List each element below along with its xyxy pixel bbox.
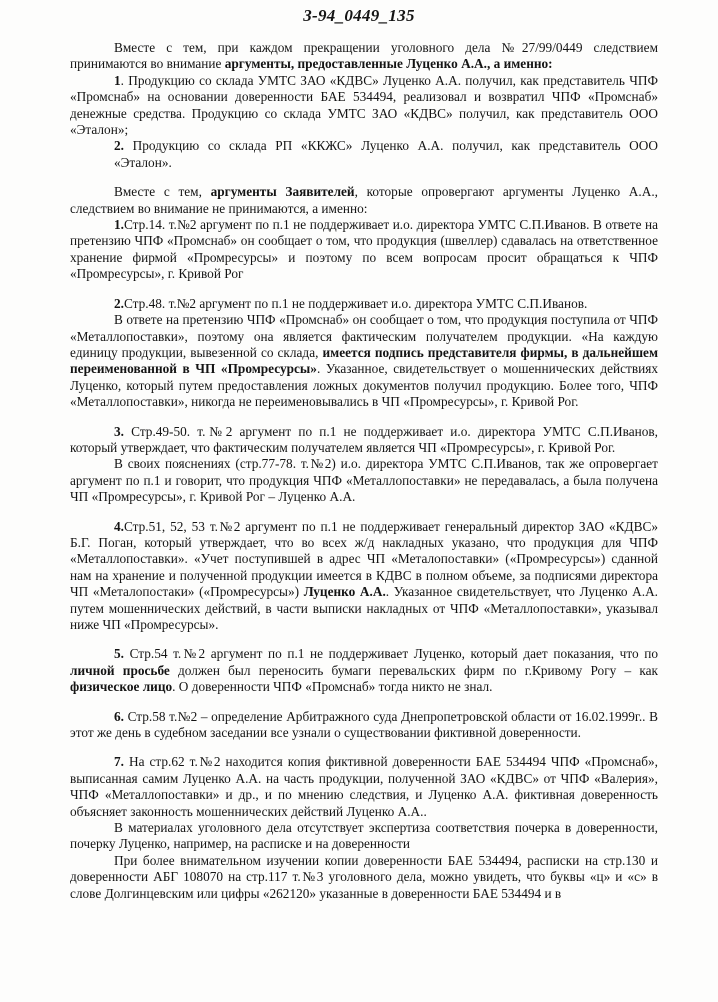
section-5-text-b: должен был переносить бумаги перевальских фирм по г.Кривому Рогу – как [169, 662, 658, 678]
section-7-text-b: В материалах уголовного дела отсутствует экспертиза соответствия почерка в доверенности, почерку Луценко, например, на расписке и на доверенности [70, 820, 658, 852]
intro-paragraph [70, 40, 658, 73]
argument-item-2-text: Продукцию со склада РП «ККЖС» Луценко А.А. получил, как представитель ООО «Эталон». [114, 138, 658, 170]
applicants-bold: аргументы Заявителей [210, 184, 355, 200]
section-7-text: На стр.62 т.№2 находится копия фиктивной доверенности БАЕ 534494 ЧПФ «Промснаб», выписанная самим Луценко А.А. на часть продукции, полученной ЗАО «КДВС» от ЧПФ «Валерия», ЧПФ «Металлопоставки» и др., и по мнению следствия, и Луценко А.А. фиктивная доверенность объясняет законность мошеннических действий Луценко А.А.. [70, 754, 658, 819]
section-5 [70, 646, 658, 695]
section-2-body [70, 312, 658, 410]
section-4 [70, 519, 658, 634]
section-2-number: 2. [114, 295, 124, 311]
section-5-bold-b: физическое лицо [70, 679, 173, 695]
document-code: 3-94_0449_135 [303, 6, 415, 25]
section-3-number: 3. [114, 423, 124, 439]
section-1-text: Стр.14. т.№2 аргумент по п.1 не поддерживает и.о. директора УМТС С.П.Иванов. В ответе на претензию ЧПФ «Промснаб» он сообщает о том, что продукция (швеллер) сдавалась на ответственное хранение фирмой «Промресурсы» и поэтому по всем вопросам просит обращаться к ЧПФ «Промресурсы», г. Кривой Рог [70, 217, 658, 282]
section-2-text-b: . Указанное, свидетельствует о мошеннических действиях Луценко, который путем предоставления ложных документов получил продукцию. Более того, ЧПФ «Металлопоставки», никогда не переименовывались в ЧП «Промресурсы», г. Кривой Рог. [70, 361, 658, 410]
section-2-heading [70, 296, 658, 312]
document-body [70, 40, 658, 902]
section-6-number: 6. [114, 708, 124, 724]
section-3-text: Стр.49-50. т.№2 аргумент по п.1 не поддерживает и.о. директора УМТС С.П.Иванов, который утверждает, что фактическим получателем является ЧП «Промресурсы», г. Кривой Рог. [70, 423, 658, 455]
section-3-text-b: В своих пояснениях (стр.77-78. т.№2) и.о. директора УМТС С.П.Иванов, так же опровергает аргумент по п.1 и говорит, что продукция ЧПФ «Металлопоставки» не передавалась, а была получена ЧП «Промресурсы», г. Кривой Рог – Луценко А.А. [70, 456, 658, 505]
section-4-text-b: . Указанное свидетельствует, что Луценко А.А. путем мошеннических действий, в части выписки накладных от ЧПФ «Металлопоставки», указывал ниже ЧП «Промресурсы». [70, 584, 658, 632]
section-7-body-c [70, 853, 658, 902]
intro-bold: аргументы, предоставленные Луценко А.А., а именно: [224, 56, 553, 72]
section-2-head-text: Стр.48. т.№2 аргумент по п.1 не поддерживает и.о. директора УМТС С.П.Иванов. [123, 295, 588, 311]
argument-item-1-text: . Продукцию со склада УМТС ЗАО «КДВС» Луценко А.А. получил, как представитель ЧПФ «Промснаб» на основании доверенности БАЕ 534494, реализовал и возвратил ЧПФ «Промснаб» денежные средства. Продукцию со склада УМТС ЗАО «КДВС» получил, как представитель ООО «Эталон»; [70, 72, 658, 138]
section-4-number: 4. [114, 518, 124, 534]
section-3-body [70, 456, 658, 505]
argument-item-1-number: 1 [114, 72, 121, 88]
section-5-text-a: Стр.54 т.№2 аргумент по п.1 не поддерживает Луценко, который дает показания, что по [123, 646, 658, 662]
applicants-text-a: Вместе с тем, [114, 184, 211, 200]
section-4-bold: Луценко А.А. [303, 584, 386, 600]
argument-item-2-number: 2. [114, 138, 124, 154]
section-5-bold-a: личной просьбе [70, 662, 170, 678]
applicants-text-b: , которые опровергают аргументы Луценко А.А., следствием во внимание не принимаются, а именно: [70, 184, 658, 216]
argument-item-1 [70, 73, 658, 139]
section-2-text-a: В ответе на претензию ЧПФ «Промснаб» он сообщает о том, что продукция поступила от ЧПФ «Металлопоставки», поэтому она является фактическим получателем продукции. «На каждую единицу продукции, вывезенной со склада, [70, 312, 658, 360]
section-1-number: 1. [114, 217, 124, 233]
section-2-bold: имеется подпись представителя фирмы, в дальнейшем переименованной в ЧП «Промресурсы» [70, 344, 659, 377]
intro-text: Вместе с тем, при каждом прекращении уголовного дела №27/99/0449 следствием принимаются во внимание [70, 40, 658, 72]
applicants-paragraph [70, 184, 658, 217]
section-7-text-c: При более внимательном изучении копии доверенности БАЕ 534494, расписки на стр.130 и доверенности АБГ 108070 на стр.117 т.№3 уголовного дела, можно увидеть, что буквы «ц» и «с» в слове Долгинцевским или цифры «262120» указанные в доверенности БАЕ 534494 и в [70, 852, 658, 901]
section-5-number: 5. [114, 646, 124, 662]
section-7-body-b [70, 820, 658, 853]
section-3 [70, 424, 658, 457]
section-7-number: 7. [114, 754, 124, 770]
section-4-text-a: Стр.51, 52, 53 т.№2 аргумент по п.1 не поддерживает генеральный директор ЗАО «КДВС» Б.Г. Поган, который утверждает, что во всех ж/д накладных указано, что продукция для ЧПФ «Металлопоставки». «Учет поступившей в адрес ЧП «Металопоставки» («Промресурсы») сданной нам на хранение и полученной продукции имеется в КДВС в полном объеме, за подписями директора ЧП «Металопостаки» («Промресурсы») [70, 518, 658, 600]
section-6 [70, 709, 658, 742]
section-7 [70, 754, 658, 820]
section-6-text: Стр.58 т.№2 – определение Арбитражного суда Днепропетровской области от 16.02.1999г.. В этот же день в судебном заседании все узнали о существовании фиктивной доверенности. [70, 708, 658, 741]
section-1 [70, 217, 658, 283]
section-5-text-c: . О доверенности ЧПФ «Промснаб» тогда никто не знал. [172, 679, 493, 695]
argument-item-2 [70, 138, 658, 171]
